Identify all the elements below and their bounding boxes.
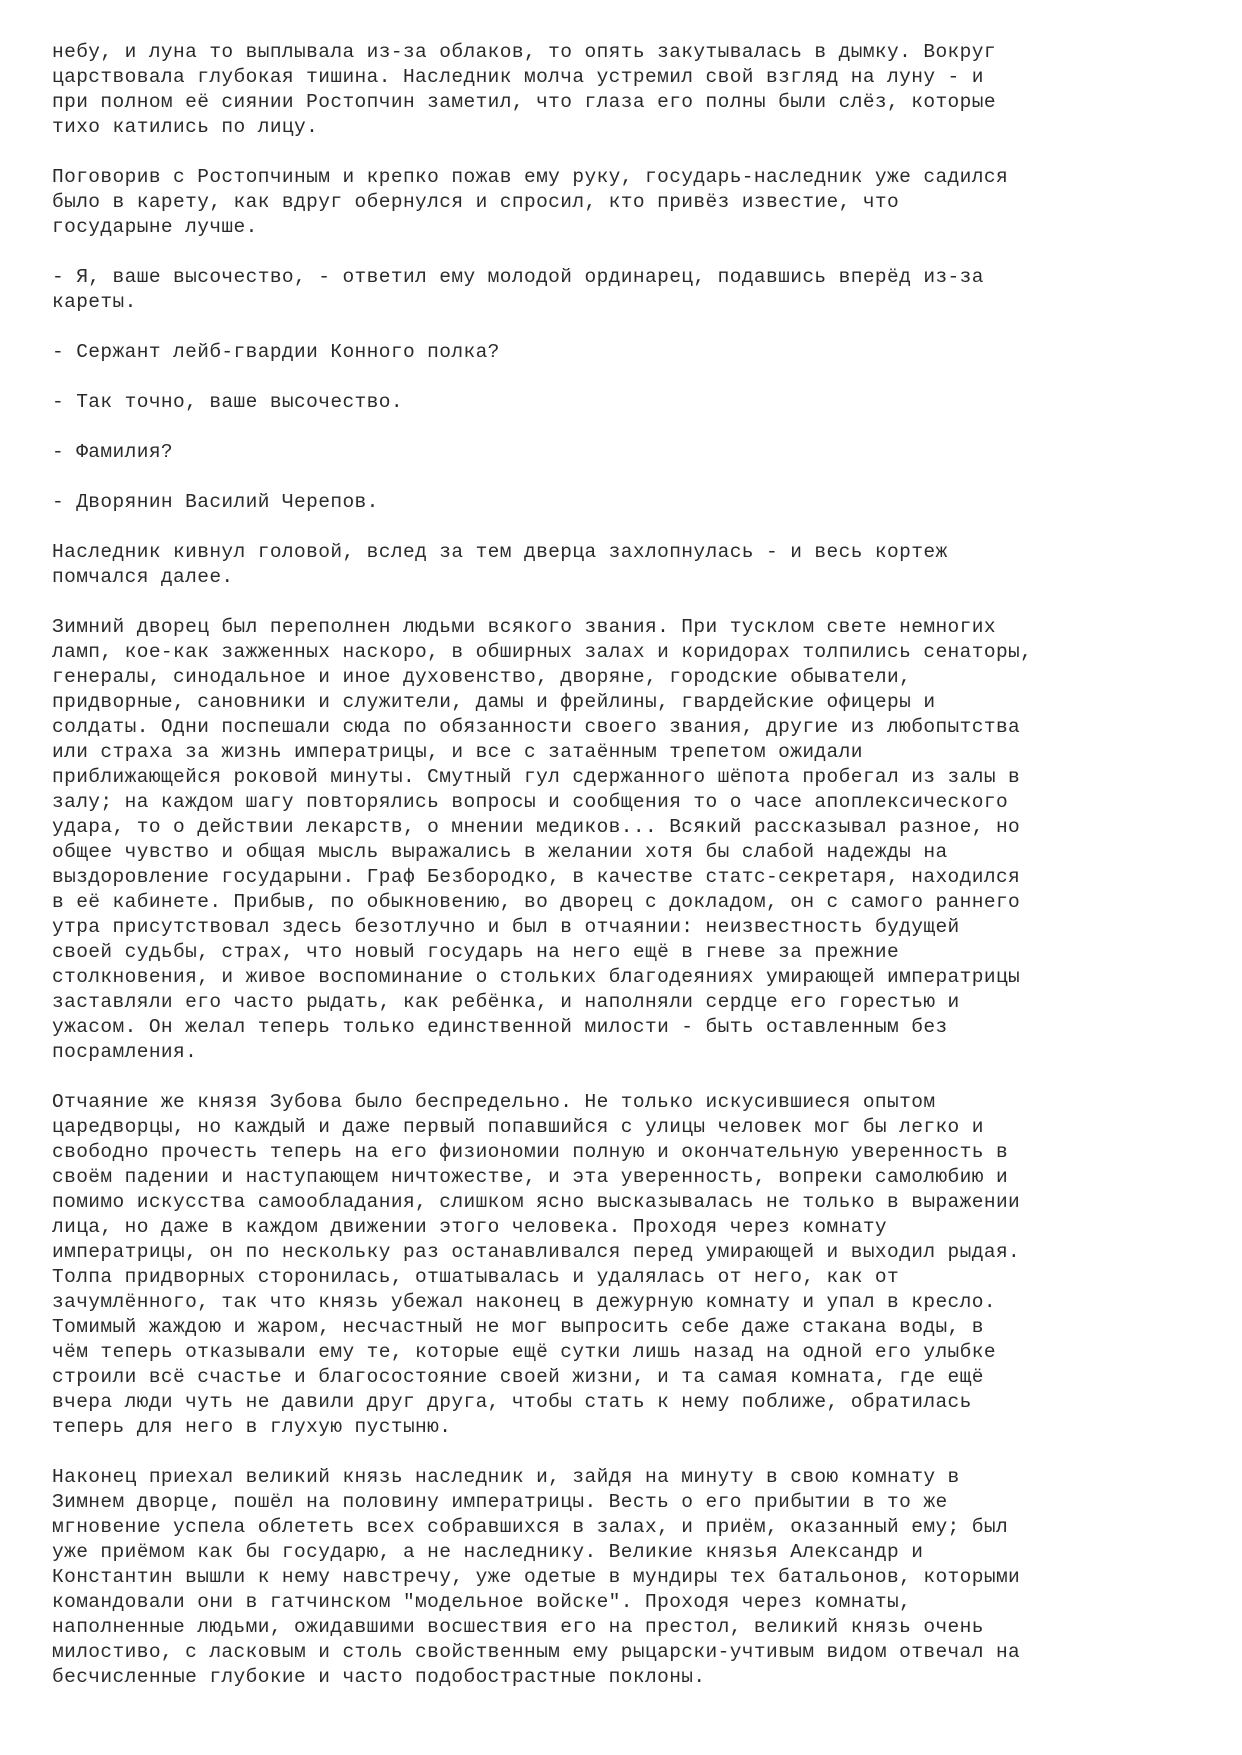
paragraph: Зимний дворец был переполнен людьми всякого звания. При тусклом свете немногих ламп, кое-как зажженных наскоро, в обширных залах и коридорах толпились сенаторы, генералы, синодальное и иное духовенство, дворяне, городские обыватели, придворные, сановники и служители, дамы и фрейлины, гвардейские офицеры и солдаты. Одни поспешали сюда по обязанности своего звания, другие из любопытства или страха за жизнь императрицы, и все с затаённым трепетом ожидали приближающейся роковой минуты. Смутный гул сдержанного шёпота пробегал из залы в залу; на каждом шагу повторялись вопросы и сообщения то о часе апоплексического удара, то о действии лекарств, о мнении медиков... Всякий рассказывал разное, но общее чувство и общая мысль выражались в желании хотя бы слабой надежды на выздоровление государыни. Граф Безбородко, в качестве статс-секретаря, находился в её кабинете. Прибыв, по обыкновению, во дворец с докладом, он с самого раннего утра присутствовал здесь безотлучно и был в отчаянии: неизвестность будущей своей судьбы, страх, что новый государь на него ещё в гневе за прежние столкновения, и живое воспоминание о стольких благодеяниях умирающей императрицы заставляли его часто рыдать, как ребёнка, и наполняли сердце его горестью и ужасом. Он желал теперь только единственной милости - быть оставленным без посрамления. bbox=[52, 616, 1033, 1063]
dialogue-line: - Я, ваше высочество, - ответил ему молодой ординарец, подавшись вперёд из-за кареты. bbox=[52, 266, 984, 313]
paragraph: небу, и луна то выплывала из-за облаков, то опять закутывалась в дымку. Вокруг царствовала глубокая тишина. Наследник молча устремил свой взгляд на луну - и при полном её сиянии Ростопчин заметил, что глаза его полны были слёз, которые тихо катились по лицу. bbox=[52, 41, 996, 138]
document-page bbox=[52, 40, 1212, 1715]
paragraph: Отчаяние же князя Зубова было беспредельно. Не только искусившиеся опытом царедворцы, но каждый и даже первый попавшийся с улицы человек мог бы легко и свободно прочесть теперь на его физиономии полную и окончательную уверенность в своём падении и наступающем ничтожестве, и эта уверенность, вопреки самолюбию и помимо искусства самообладания, слишком ясно высказывалась не только в выражении лица, но даже в каждом движении этого человека. Проходя через комнату императрицы, он по нескольку раз останавливался перед умирающей и выходил рыдая. Толпа придворных сторонилась, отшатывалась и удалялась от него, как от зачумлённого, так что князь убежал наконец в дежурную комнату и упал в кресло. Томимый жаждою и жаром, несчастный не мог выпросить себе даже стакана воды, в чём теперь отказывали ему те, которые ещё сутки лишь назад на одной его улыбке строили всё счастье и благосостояние своей жизни, и та самая комната, где ещё вчера люди чуть не давили друг друга, чтобы стать к нему поближе, обратилась теперь для него в глухую пустыню. bbox=[52, 1091, 1021, 1438]
dialogue-line: - Так точно, ваше высочество. bbox=[52, 391, 403, 413]
paragraph: Наследник кивнул головой, вслед за тем дверца захлопнулась - и весь кортеж помчался далее. bbox=[52, 541, 948, 588]
paragraph: Поговорив с Ростопчиным и крепко пожав ему руку, государь-наследник уже садился было в карету, как вдруг обернулся и спросил, кто привёз известие, что государыне лучше. bbox=[52, 166, 1009, 238]
paragraph: Наконец приехал великий князь наследник и, зайдя на минуту в свою комнату в Зимнем дворце, пошёл на половину императрицы. Весть о его прибытии в то же мгновение успела облететь всех собравшихся в залах, и приём, оказанный ему; был уже приёмом как бы государю, а не наследнику. Великие князья Александр и Константин вышли к нему навстречу, уже одетые в мундиры тех батальонов, которыми командовали они в гатчинском "модельное войске". Проходя через комнаты, наполненные людьми, ожидавшими восшествия его на престол, великий князь очень милостиво, с ласковым и столь свойственным ему рыцарски-учтивым видом отвечал на бесчисленные глубокие и часто подобострастные поклоны. bbox=[52, 1466, 1021, 1688]
dialogue-line: - Дворянин Василий Черепов. bbox=[52, 491, 379, 513]
dialogue-line: - Фамилия? bbox=[52, 441, 174, 463]
dialogue-line: - Сержант лейб-гвардии Конного полка? bbox=[52, 341, 500, 363]
